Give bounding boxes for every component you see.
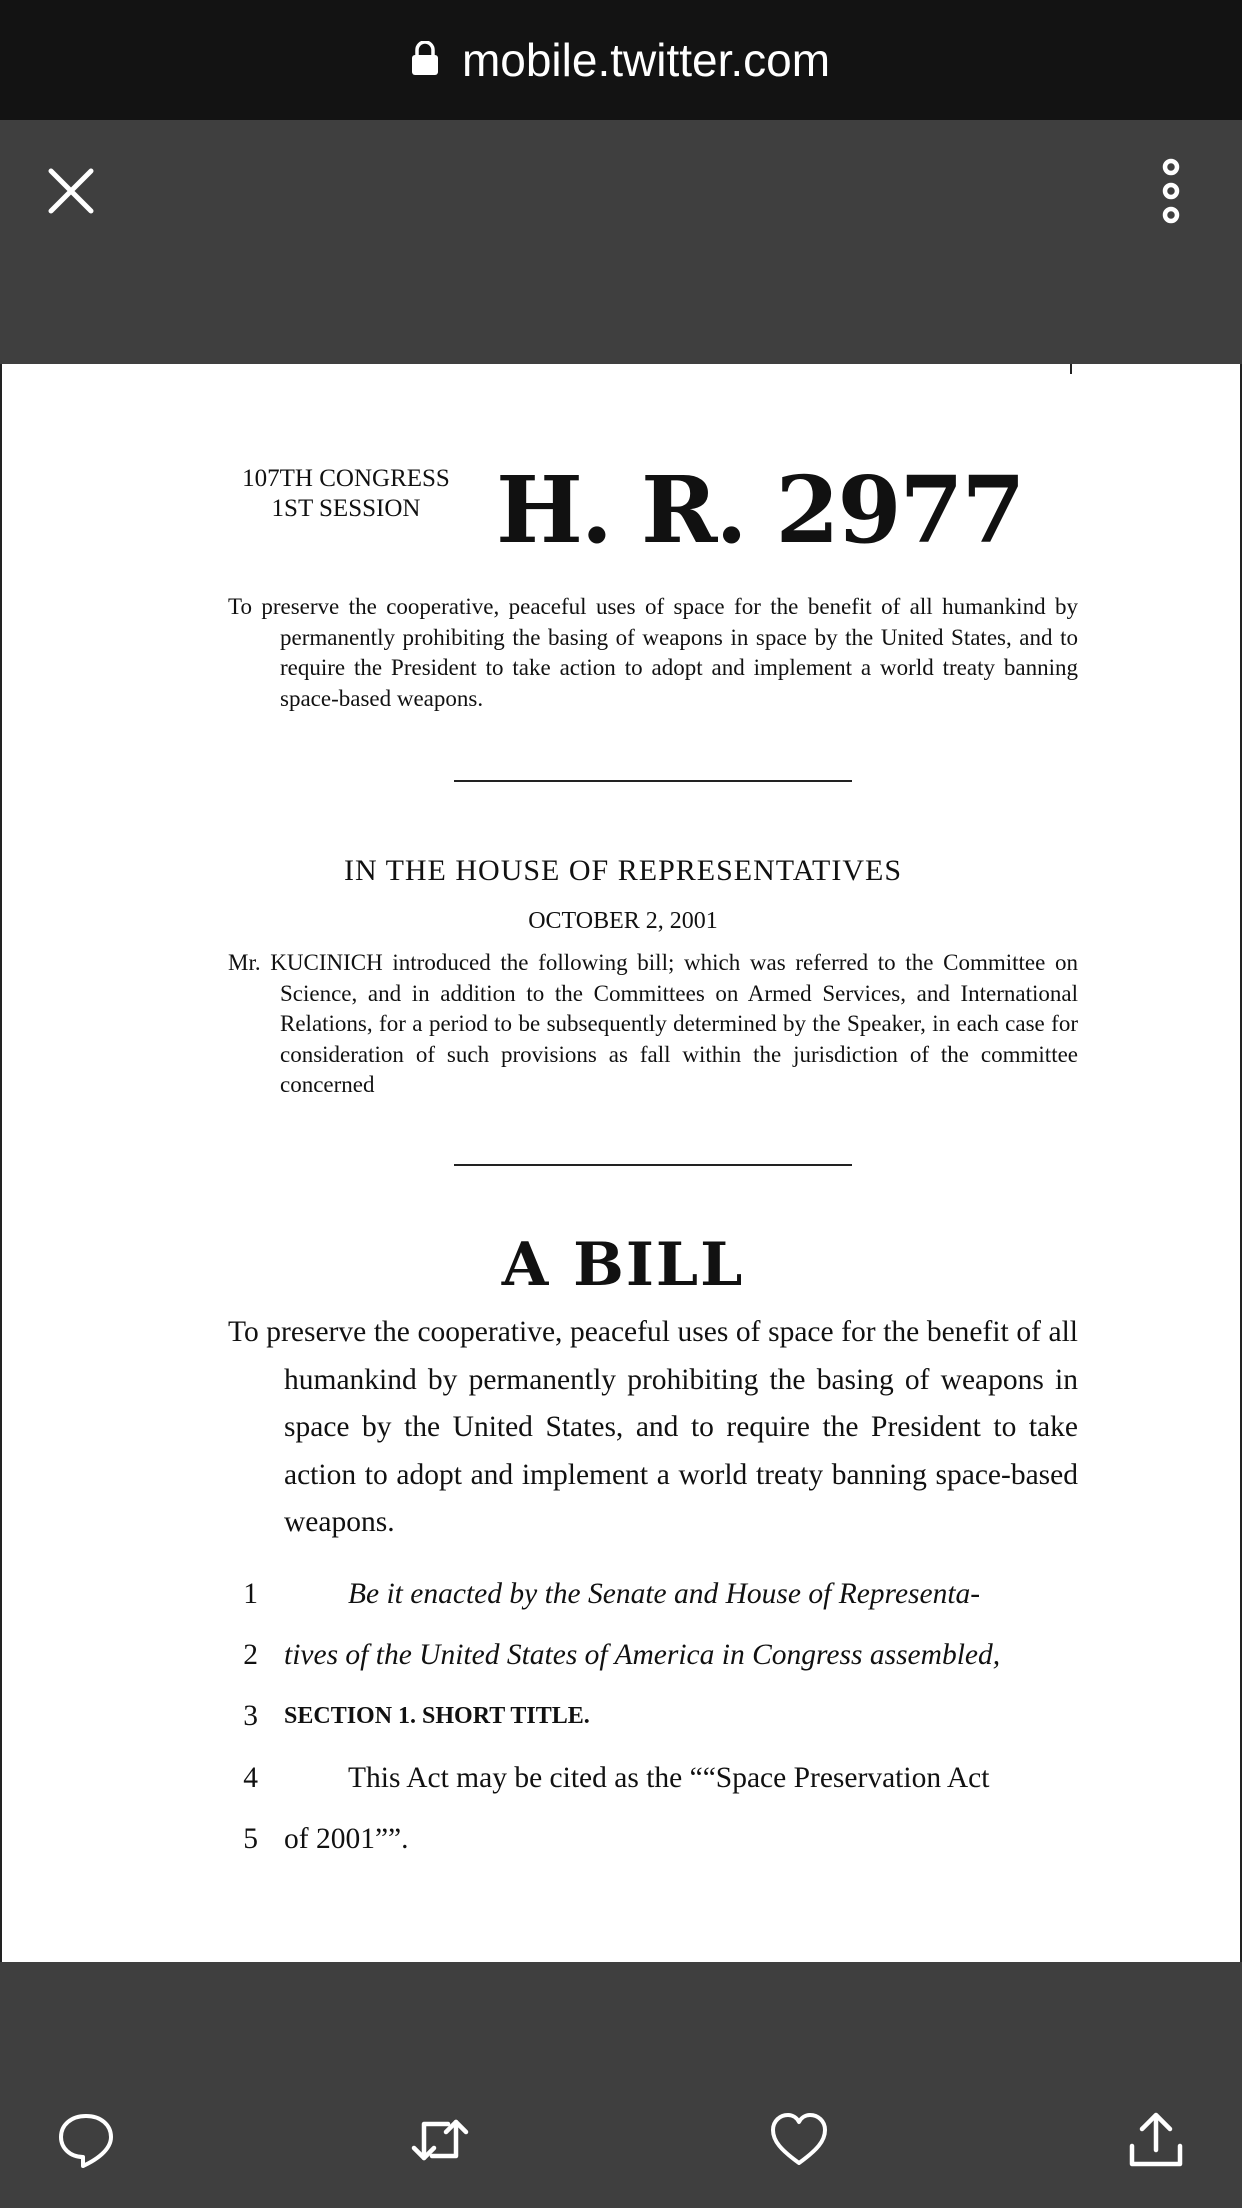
divider-rule — [454, 780, 852, 782]
bill-heading: A BILL — [501, 1230, 745, 1300]
bill-line — [228, 1635, 1078, 1675]
bill-line — [228, 1819, 1078, 1859]
line-number: 1 — [243, 1578, 258, 1610]
line-number: 2 — [243, 1639, 258, 1671]
sponsor-prefix: Mr. — [228, 950, 271, 975]
browser-url-bar[interactable] — [0, 0, 1242, 120]
line-text: Be it enacted by the Senate and House of Representa- — [348, 1578, 981, 1610]
bill-line — [228, 1758, 1078, 1798]
bill-number: H. R. 2977 — [496, 456, 1024, 564]
introduction-date: OCTOBER 2, 2001 — [528, 908, 718, 934]
divider-rule — [454, 1164, 852, 1166]
bill-purpose-summary: To preserve the cooperative, peaceful uses of space for the benefit of all humankind by permanently prohibiting the basing of weapons in space by the United States, and to require the President to take action to adopt and implement a world treaty banning space-based weapons. — [228, 594, 1078, 711]
sponsor-name: KUCINICH — [270, 950, 383, 975]
lock-icon — [412, 41, 438, 75]
line-text: of 2001””. — [284, 1823, 409, 1855]
line-text: tives of the United States of America in Congress assembled, — [284, 1639, 1001, 1671]
bill-document-image[interactable] — [0, 364, 1242, 1962]
media-viewer-header — [0, 120, 1242, 364]
introduction-paragraph — [228, 948, 1078, 1101]
reply-icon[interactable] — [56, 2110, 116, 2170]
line-number: 3 — [243, 1700, 258, 1732]
introduction-text: introduced the following bill; which was referred to the Committee on Science, and in addition to the Committees on Armed Services, and International Relations, for a period to be subsequently determined by the Speaker, in each case for consideration of such provisions as fall within the jurisdiction of the committee concerned — [280, 950, 1078, 1097]
close-icon[interactable] — [46, 166, 96, 216]
bill-line — [228, 1574, 1078, 1614]
bill-purpose: To preserve the cooperative, peaceful uses of space for the benefit of all humankind by permanently prohibiting the basing of weapons in space by the United States, and to require the President to take action to adopt and implement a world treaty banning space-based weapons. — [228, 1316, 1078, 1538]
url-text: mobile.twitter.com — [461, 34, 831, 86]
congress-line: 107TH CONGRESS — [242, 465, 450, 492]
retweet-icon[interactable] — [410, 2110, 470, 2170]
line-text: This Act may be cited as the ““Space Preservation Act — [348, 1762, 990, 1794]
congress-session — [228, 464, 464, 524]
like-icon[interactable] — [769, 2110, 829, 2170]
line-number: 4 — [243, 1762, 258, 1794]
share-icon[interactable] — [1126, 2110, 1186, 2170]
line-number: 5 — [243, 1823, 258, 1855]
bill-line — [228, 1696, 1078, 1736]
more-options-icon[interactable] — [1154, 158, 1188, 224]
media-viewer-actions — [0, 1962, 1242, 2208]
page-edge-mark — [1070, 364, 1078, 374]
session-line: 1ST SESSION — [271, 495, 421, 522]
chamber-heading: IN THE HOUSE OF REPRESENTATIVES — [343, 854, 903, 887]
section-title: SECTION 1. SHORT TITLE. — [284, 1703, 590, 1729]
